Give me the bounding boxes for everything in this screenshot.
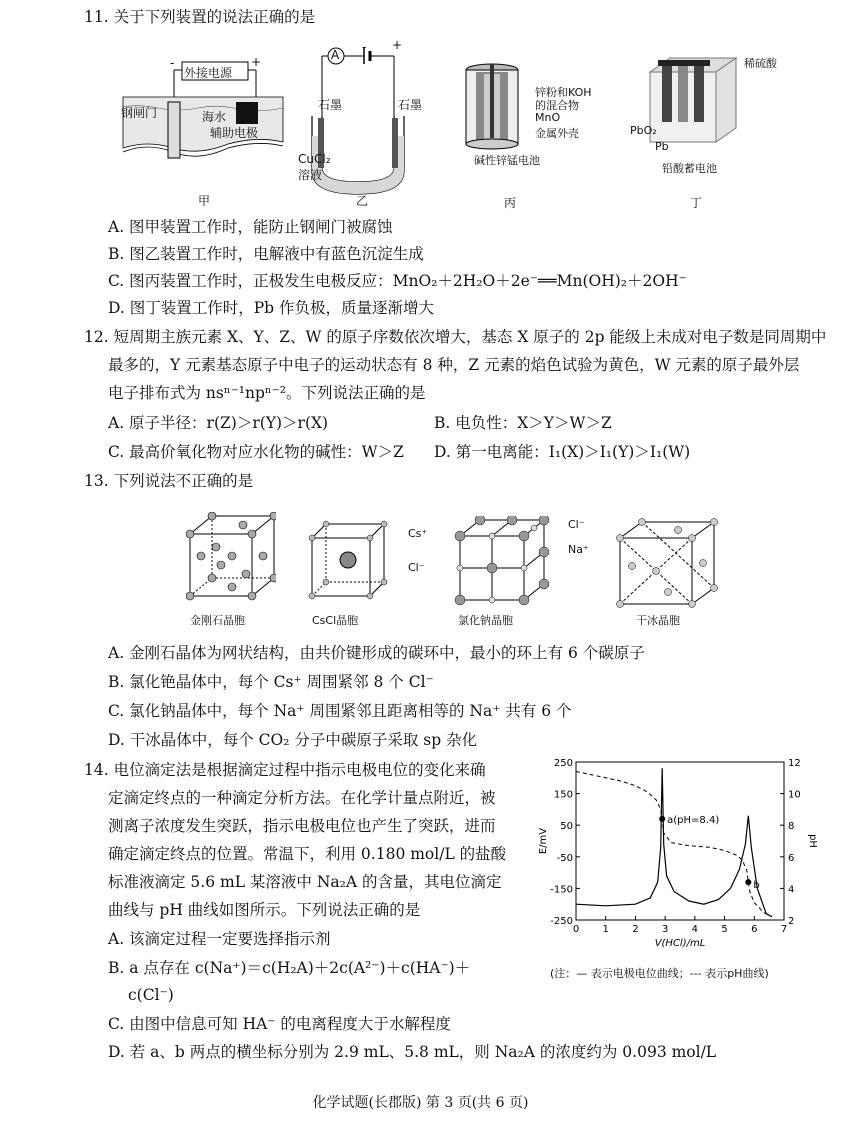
cl-ion-label-cscl: Cl⁻: [408, 561, 425, 574]
power-label: 外接电源: [184, 66, 233, 80]
diamond-cell: [186, 512, 276, 602]
x-tick-label: 5: [721, 924, 728, 935]
plot-frame: [576, 762, 784, 920]
mix-label-1: 锌粉和KOH: [535, 86, 592, 99]
water-label: 海水: [202, 110, 227, 124]
q13-option-d: D. 干冰晶体中，每个 CO₂ 分子中碳原子采取 sp 杂化: [108, 731, 478, 749]
aux-label: 辅助电极: [210, 126, 259, 140]
x-tick-label: 3: [661, 924, 669, 935]
solution-label-2: 溶液: [298, 168, 323, 182]
shell-label: 金属外壳: [535, 127, 579, 140]
graphite-right-label: 石墨: [398, 98, 423, 112]
x-tick-label: 7: [780, 924, 788, 935]
lead-acid-label: 铅酸蓄电池: [662, 162, 717, 175]
caption-yi: 乙: [356, 194, 369, 208]
y2-tick-label: 4: [788, 884, 795, 896]
y-tick-label: 250: [553, 758, 573, 769]
na-ion-label: Na⁺: [568, 543, 589, 556]
aux-electrode: [236, 102, 258, 124]
y-tick-label: 150: [553, 789, 573, 801]
y-tick-label: -250: [550, 916, 573, 927]
q14-line-2: 定滴定终点的一种滴定分析方法。在化学计量点附近，被: [108, 789, 496, 807]
q12-option-b: B. 电负性：X＞Y＞W＞Z: [434, 414, 612, 432]
q14-line-4: 确定滴定终点的位置。常温下，利用 0.180 mol/L 的盐酸: [108, 845, 507, 863]
graphite-right: [392, 118, 398, 168]
minus-yi: -: [362, 40, 367, 54]
q14-option-d: D. 若 a、b 两点的横坐标分别为 2.9 mL、5.8 mL，则 Na₂A 的浓度约为 0.093 mol/L: [108, 1043, 717, 1061]
q14-line-1: 14. 电位滴定法是根据滴定过程中指示电极电位的变化来确: [84, 761, 486, 779]
q14-line-3: 测离子浓度发生突跃，指示电极电位也产生了突跃，进而: [108, 817, 496, 835]
x-tick-label: 4: [691, 924, 699, 935]
q14-option-c: C. 由图中信息可知 HA⁻ 的电离程度大于水解程度: [108, 1015, 451, 1033]
q12-option-c: C. 最高价氧化物对应水化物的碱性：W＞Z: [108, 443, 404, 461]
nacl-cell: [454, 516, 550, 606]
plate-2: [678, 62, 688, 122]
solution-label-1: CuCl₂: [298, 152, 331, 166]
dry-ice-cell: [612, 516, 722, 611]
ammeter-label: A: [331, 48, 340, 62]
point-b-label: b: [753, 880, 760, 892]
fig-bing: [460, 60, 530, 150]
q11-option-a: A. 图甲装置工作时，能防止钢闸门被腐蚀: [108, 218, 393, 236]
q12-option-d: D. 第一电离能：I₁(X)＞I₁(Y)＞I₁(W): [434, 443, 691, 461]
caption-ding: 丁: [690, 196, 703, 210]
q13-stem: 13. 下列说法不正确的是: [84, 472, 254, 490]
q12-line-2: 最多的，Y 元素基态原子中电子的运动状态有 8 种，Z 元素的焰色试验为黄色，W 元素的原子最外层: [108, 356, 800, 374]
point-b: [745, 879, 751, 885]
cscl-cell: [308, 520, 388, 600]
y-tick-label: 50: [560, 821, 573, 833]
fig-ding: [640, 52, 740, 152]
diamond-cell-label: 金刚石晶胞: [190, 614, 245, 627]
x-tick-label: 2: [632, 924, 639, 935]
nacl-cell-label: 氯化钠晶胞: [458, 614, 513, 627]
q12-option-a: A. 原子半径：r(Z)＞r(Y)＞r(X): [108, 414, 329, 432]
q14-option-b-1: B. a 点存在 c(Na⁺)＝c(H₂A)＋2c(A²⁻)＋c(HA⁻)＋: [108, 959, 471, 977]
q14-option-a: A. 该滴定过程一定要选择指示剂: [108, 930, 331, 948]
caption-jia: 甲: [198, 194, 211, 208]
q14-option-b-2: c(Cl⁻): [128, 986, 174, 1004]
x-tick-label: 6: [751, 924, 758, 935]
caption-bing: 丙: [504, 196, 517, 210]
plate-3: [694, 62, 704, 122]
titration-chart: [530, 752, 830, 962]
y2-tick-label: 10: [788, 789, 801, 801]
y2-tick-label: 12: [788, 758, 801, 769]
y-tick-label: -50: [556, 852, 573, 864]
q11-option-d: D. 图丁装置工作时，Pb 作负极，质量逐渐增大: [108, 299, 435, 317]
dry-ice-cell-label: 干冰晶胞: [636, 614, 680, 627]
q11-option-c: C. 图丙装置工作时，正极发生电极反应：MnO₂＋2H₂O＋2e⁻══Mn(OH)₂＋2OH⁻: [108, 272, 687, 290]
x-tick-label: 1: [602, 924, 609, 935]
chart-note: (注：— 表示电极电位曲线；--- 表示pH曲线): [550, 967, 769, 980]
plate-1: [662, 62, 672, 122]
x-tick-label: 0: [572, 924, 580, 935]
point-a-label: a(pH=8.4): [667, 814, 720, 826]
q13-option-b: B. 氯化铯晶体中，每个 Cs⁺ 周围紧邻 8 个 Cl⁻: [108, 673, 434, 691]
minus-sign: -: [170, 56, 175, 70]
acid-label: 稀硫酸: [744, 57, 777, 70]
q13-option-c: C. 氯化钠晶体中，每个 Na⁺ 周围紧邻且距离相等的 Na⁺ 共有 6 个: [108, 702, 572, 720]
x-axis-label: V(HCl)/mL: [654, 938, 706, 949]
steel-gate: [168, 102, 180, 158]
point-a: [659, 816, 665, 822]
y-axis-label: E/mV: [538, 827, 549, 855]
mix-label-2: 的混合物: [535, 99, 579, 112]
y-tick-label: -150: [550, 884, 573, 896]
plus-sign: +: [251, 55, 262, 69]
page-footer: 化学试题(长郡版) 第 3 页(共 6 页): [312, 1095, 529, 1111]
q14-line-6: 曲线与 pH 曲线如图所示。下列说法正确的是: [108, 901, 421, 919]
potential-curve: [576, 768, 772, 917]
q12-line-3: 电子排布式为 nsⁿ⁻¹npⁿ⁻²。下列说法正确的是: [108, 384, 426, 402]
y2-axis-label: pH: [807, 834, 818, 848]
cs-ion-label: Cs⁺: [408, 527, 428, 540]
pbo2-label: PbO₂: [630, 124, 657, 137]
pb-label: Pb: [655, 140, 669, 153]
graphite-left-label: 石墨: [318, 98, 343, 112]
y2-tick-label: 8: [788, 821, 795, 833]
y2-tick-label: 2: [788, 916, 795, 927]
q11-option-b: B. 图乙装置工作时，电解液中有蓝色沉淀生成: [108, 245, 424, 263]
zinc-mn-battery-label: 碱性锌锰电池: [474, 154, 540, 167]
cl-ion-label-nacl: Cl⁻: [568, 518, 585, 531]
q13-option-a: A. 金刚石晶体为网状结构，由共价键形成的碳环中，最小的环上有 6 个碳原子: [108, 644, 645, 662]
ph-curve: [576, 772, 769, 916]
plus-yi: +: [392, 38, 403, 52]
q12-line-1: 12. 短周期主族元素 X、Y、Z、W 的原子序数依次增大，基态 X 原子的 2p 能级上未成对电子数是同周期中: [84, 328, 827, 346]
q14-line-5: 标准液滴定 5.6 mL 某溶液中 Na₂A 的含量，其电位滴定: [108, 873, 502, 891]
gate-label: 钢闸门: [121, 106, 158, 120]
y2-tick-label: 6: [788, 852, 795, 864]
mno-label: MnO: [535, 111, 561, 124]
cscl-cell-label: CsCl晶胞: [312, 614, 359, 627]
q11-stem: 11. 关于下列装置的说法正确的是: [84, 8, 316, 26]
